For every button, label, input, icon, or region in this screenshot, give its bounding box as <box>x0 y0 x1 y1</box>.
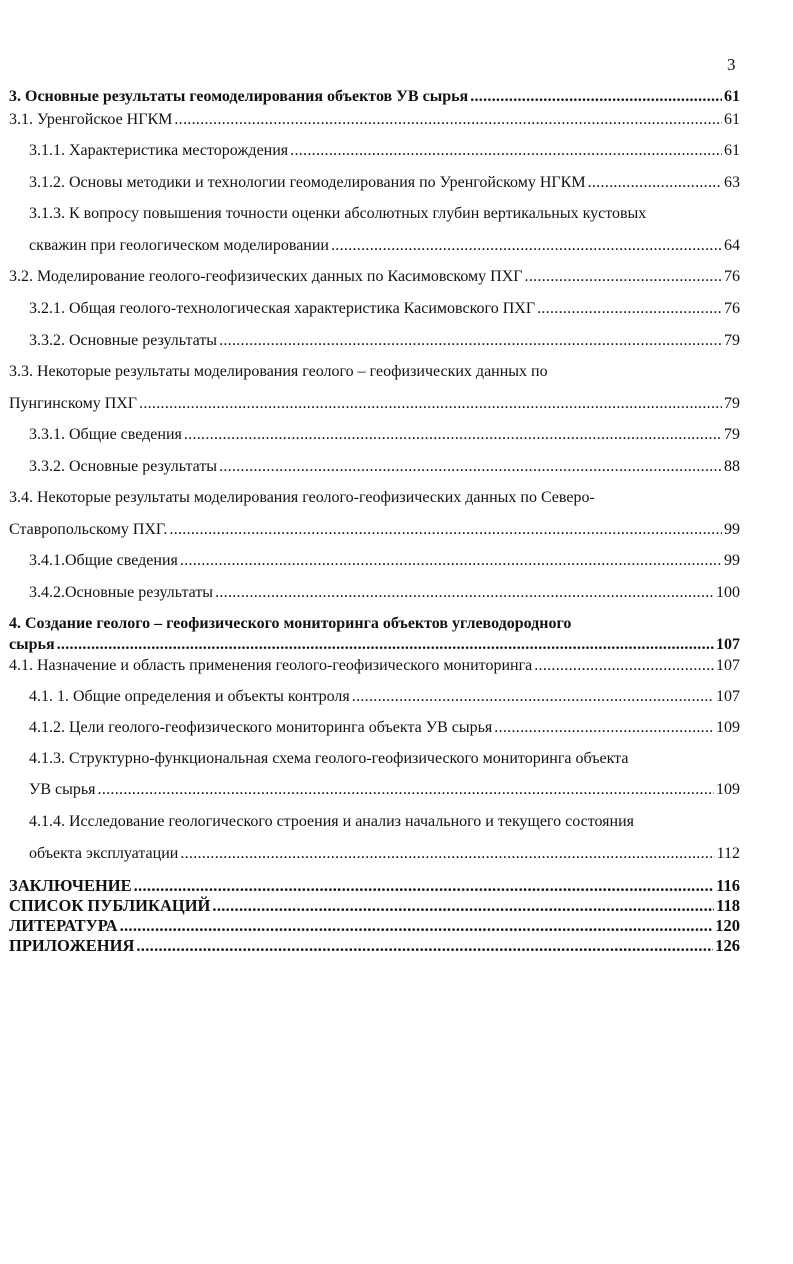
toc-entry: 4.1. 1. Общие определения и объекты контроля ..... 107 <box>29 688 740 706</box>
toc-entry: Ставропольскому ПХГ. ..... 99 <box>9 521 740 539</box>
toc-entry: Пунгинскому ПХГ ..... 79 <box>9 395 740 413</box>
toc-entry: 3.2.1. Общая геолого-технологическая характеристика Касимовского ПХГ ..... 76 <box>29 300 740 318</box>
toc-entry: 3.1.1. Характеристика месторождения ..... 61 <box>29 142 740 160</box>
toc-entry-line1: 3.1.3. К вопросу повышения точности оценки абсолютных глубин вертикальных кустовых <box>29 205 647 222</box>
toc-entry: скважин при геологическом моделировании ..... 64 <box>29 237 740 255</box>
toc-entry-line1: 4.1.3. Структурно-функциональная схема геолого-геофизического мониторинга объекта <box>29 750 629 767</box>
toc-entry: ЗАКЛЮЧЕНИЕ ..... 116 <box>9 876 740 896</box>
toc-entry: 3.3.2. Основные результаты ..... 79 <box>29 332 740 350</box>
toc-entry: 3.1. Уренгойское НГКМ ..... 61 <box>9 111 740 129</box>
toc-entry: 3.4.1.Общие сведения ..... 99 <box>29 552 740 570</box>
toc-entry-line1: 3.4. Некоторые результаты моделирования геолого-геофизических данных по Северо- <box>9 489 595 506</box>
page-number: 3 <box>727 55 736 74</box>
toc-entry: 4.1. Назначение и область применения геолого-геофизического мониторинга ..... 107 <box>9 657 740 675</box>
toc-entry: 3.2. Моделирование геолого-геофизических данных по Касимовскому ПХГ ..... 76 <box>9 268 740 286</box>
toc-entry: 3.3.2. Основные результаты ..... 88 <box>29 458 740 476</box>
toc-entry: УВ сырья ..... 109 <box>29 781 740 799</box>
toc-entry-line1: 3.3. Некоторые результаты моделирования геолого – геофизических данных по <box>9 363 548 380</box>
toc-entry: 3. Основные результаты геомоделирования объектов УВ сырья ..... 61 <box>9 88 740 106</box>
toc-entry: объекта эксплуатации ..... 112 <box>29 845 740 863</box>
toc-entry: 3.3.1. Общие сведения ..... 79 <box>29 426 740 444</box>
toc-entry-line1: 4.1.4. Исследование геологического строения и анализ начального и текущего состояния <box>29 813 635 830</box>
toc-entry: СПИСОК ПУБЛИКАЦИЙ ..... 118 <box>9 896 740 916</box>
toc-entry: сырья ..... 107 <box>9 636 740 654</box>
toc-entry: ЛИТЕРАТУРА ..... 120 <box>9 916 740 936</box>
toc-entry-line1: 4. Создание геолого – геофизического мониторинга объектов углеводородного <box>9 615 572 632</box>
toc-entry: 4.1.2. Цели геолого-геофизического мониторинга объекта УВ сырья ..... 109 <box>29 719 740 737</box>
toc-entry: 3.1.2. Основы методики и технологии геомоделирования по Уренгойскому НГКМ ..... 63 <box>29 174 740 192</box>
toc-entry: ПРИЛОЖЕНИЯ ..... 126 <box>9 936 740 956</box>
toc-entry: 3.4.2.Основные результаты ..... 100 <box>29 584 740 602</box>
